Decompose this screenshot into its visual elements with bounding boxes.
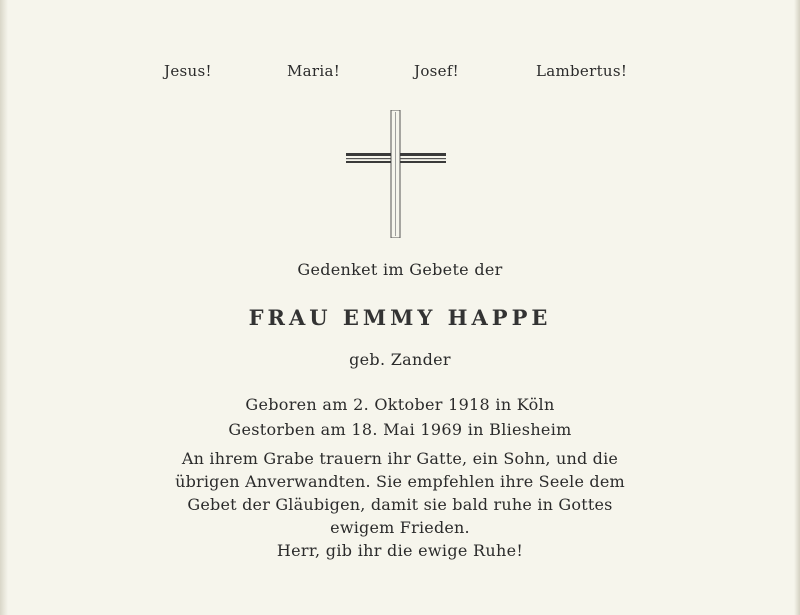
invocation-lambertus: Lambertus! bbox=[536, 62, 628, 80]
deceased-name: FRAU EMMY HAPPE bbox=[248, 305, 552, 330]
paragraph-line: übrigen Anverwandten. Sie empfehlen ihre Seele dem bbox=[175, 472, 625, 491]
invocations-row bbox=[0, 62, 800, 84]
invocation-jesus: Jesus! bbox=[164, 62, 212, 80]
invocation-maria: Maria! bbox=[287, 62, 341, 80]
paragraph-line: ewigem Frieden. bbox=[330, 518, 470, 537]
invocation-josef: Josef! bbox=[414, 62, 459, 80]
closing-prayer: Herr, gib ihr die ewige Ruhe! bbox=[276, 541, 524, 560]
paragraph-line: Gebet der Gläubigen, damit sie bald ruhe in Gottes bbox=[187, 495, 613, 514]
cross-icon bbox=[346, 110, 446, 238]
death-line: Gestorben am 18. Mai 1969 in Bliesheim bbox=[228, 420, 572, 439]
mourning-paragraph bbox=[0, 447, 800, 539]
memorial-heading: Gedenket im Gebete der bbox=[297, 260, 503, 279]
maiden-name: geb. Zander bbox=[349, 350, 451, 369]
birth-line: Geboren am 2. Oktober 1918 in Köln bbox=[245, 395, 555, 414]
paragraph-line: An ihrem Grabe trauern ihr Gatte, ein Sohn, und die bbox=[181, 449, 619, 468]
